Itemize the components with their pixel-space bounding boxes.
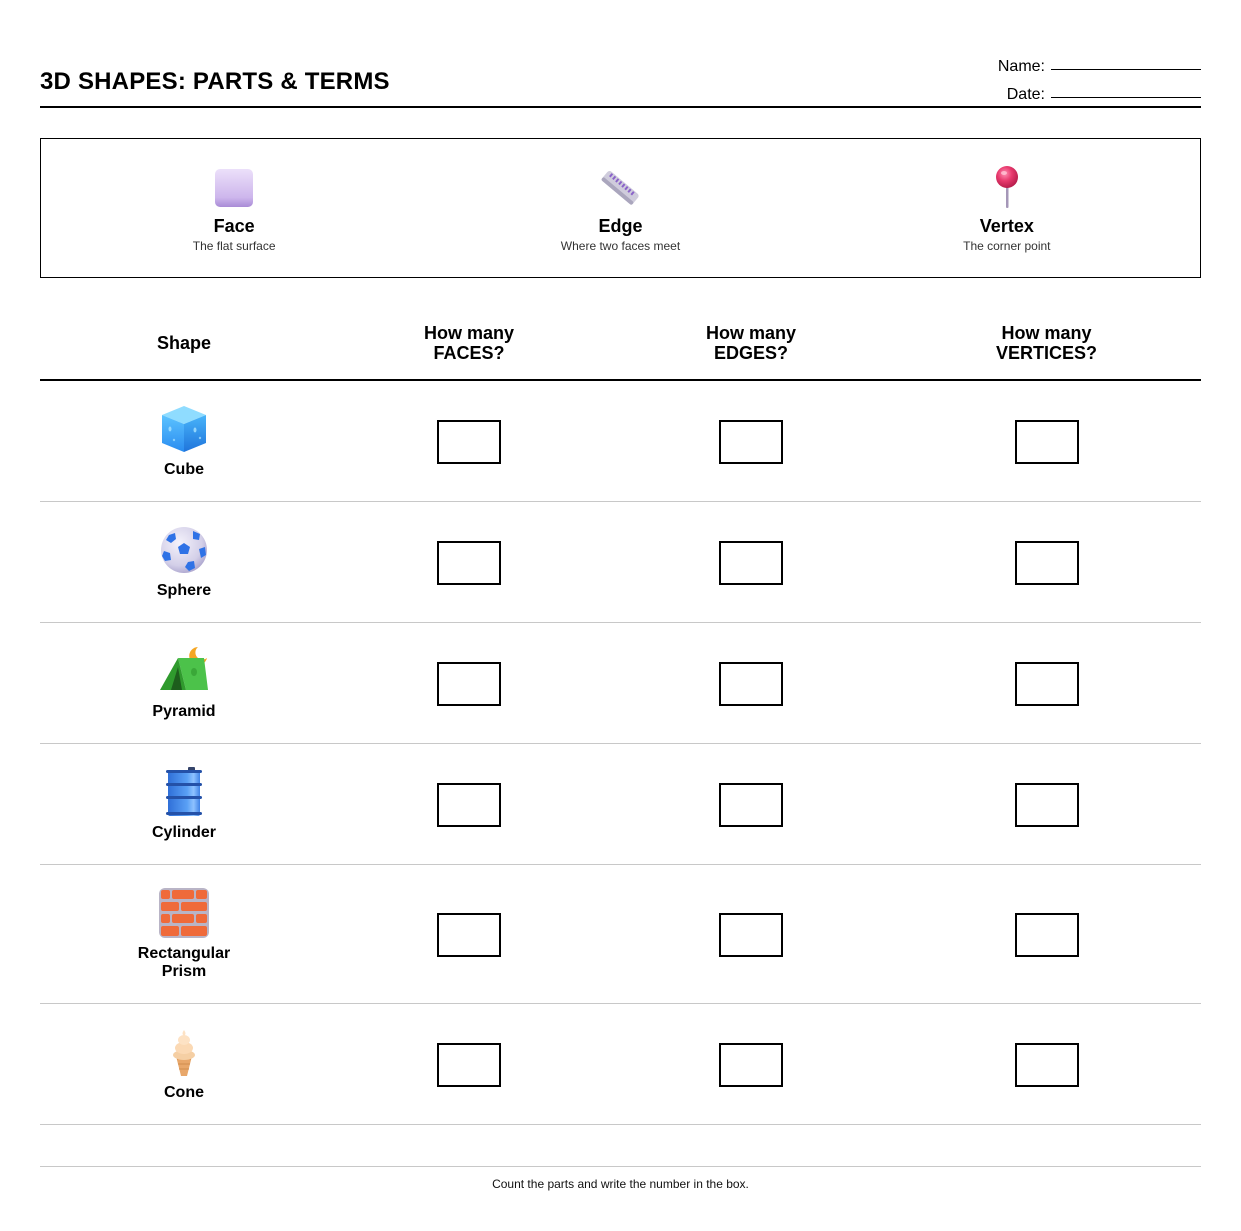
shape-cell xyxy=(40,645,328,721)
faces-answer-box[interactable] xyxy=(437,420,501,464)
vertices-cell xyxy=(892,1041,1201,1087)
header-vertices xyxy=(892,323,1201,363)
edges-cell xyxy=(610,418,892,464)
vertices-answer-box[interactable] xyxy=(1015,913,1079,957)
vertices-answer-box[interactable] xyxy=(1015,662,1079,706)
header-faces xyxy=(328,323,610,363)
definition-edge xyxy=(427,139,813,277)
table-row xyxy=(40,1004,1201,1125)
vertices-answer-box[interactable] xyxy=(1015,420,1079,464)
edges-cell xyxy=(610,911,892,957)
faces-answer-box[interactable] xyxy=(437,1043,501,1087)
header-faces-line2: FACES? xyxy=(433,342,505,363)
vertices-cell xyxy=(892,660,1201,706)
vertices-cell xyxy=(892,911,1201,957)
shape-name-line2: Prism xyxy=(161,963,207,980)
name-field xyxy=(991,48,1201,76)
header-shape: Shape xyxy=(156,332,212,353)
header-edges-line1: How many xyxy=(705,322,797,343)
faces-answer-box[interactable] xyxy=(437,541,501,585)
table-row xyxy=(40,865,1201,1004)
edges-answer-box[interactable] xyxy=(719,662,783,706)
shapes-table xyxy=(40,306,1201,1125)
student-info-fields xyxy=(991,48,1201,104)
faces-answer-box[interactable] xyxy=(437,662,501,706)
faces-cell xyxy=(328,539,610,585)
header-edges-line2: EDGES? xyxy=(713,342,788,363)
edges-cell xyxy=(610,1041,892,1087)
shape-name xyxy=(138,945,230,981)
table-row xyxy=(40,623,1201,744)
name-input-line[interactable] xyxy=(1051,69,1201,70)
footer-instruction: Count the parts and write the number in the box. xyxy=(40,1166,1201,1191)
edges-answer-box[interactable] xyxy=(719,783,783,827)
table-header xyxy=(40,306,1201,381)
definition-description: The flat surface xyxy=(192,239,276,253)
vertices-answer-box[interactable] xyxy=(1015,541,1079,585)
edges-answer-box[interactable] xyxy=(719,913,783,957)
table-row xyxy=(40,502,1201,623)
faces-cell xyxy=(328,781,610,827)
vertices-cell xyxy=(892,418,1201,464)
shape-name: Cone xyxy=(164,1084,204,1101)
edges-answer-box[interactable] xyxy=(719,420,783,464)
shape-name-line1: Rectangular xyxy=(137,945,231,962)
vertices-cell xyxy=(892,781,1201,827)
shape-name: Sphere xyxy=(156,582,212,599)
ruler-icon xyxy=(598,166,642,210)
shape-name: Pyramid xyxy=(152,703,216,720)
definition-vertex xyxy=(814,139,1200,277)
shape-cell xyxy=(40,766,328,842)
header-edges xyxy=(610,323,892,363)
shape-cell xyxy=(40,887,328,981)
vertices-answer-box[interactable] xyxy=(1015,783,1079,827)
edges-cell xyxy=(610,660,892,706)
date-input-line[interactable] xyxy=(1051,97,1201,98)
definition-term: Edge xyxy=(598,216,643,236)
shape-name: Cylinder xyxy=(151,824,216,841)
worksheet-header xyxy=(40,40,1201,108)
table-row xyxy=(40,744,1201,865)
edges-answer-box[interactable] xyxy=(719,541,783,585)
definition-term: Face xyxy=(213,216,255,236)
faces-cell xyxy=(328,418,610,464)
ice-cube-icon xyxy=(158,403,210,455)
page-title: 3D SHAPES: PARTS & TERMS xyxy=(40,68,390,95)
definition-description: The corner point xyxy=(963,239,1051,253)
shape-cell xyxy=(40,524,328,600)
edges-cell xyxy=(610,539,892,585)
faces-answer-box[interactable] xyxy=(437,913,501,957)
definition-face xyxy=(41,139,427,277)
shape-cell xyxy=(40,1026,328,1102)
pushpin-icon xyxy=(985,166,1029,210)
purple-square-icon xyxy=(212,166,256,210)
name-label: Name: xyxy=(997,58,1045,75)
soccer-ball-icon xyxy=(158,524,210,576)
shape-cell xyxy=(40,403,328,479)
oil-drum-icon xyxy=(158,766,210,818)
brick-icon xyxy=(158,887,210,939)
faces-cell xyxy=(328,660,610,706)
date-field xyxy=(991,76,1201,104)
definition-description: Where two faces meet xyxy=(560,239,681,253)
date-label: Date: xyxy=(1006,86,1045,103)
faces-answer-box[interactable] xyxy=(437,783,501,827)
vertices-answer-box[interactable] xyxy=(1015,1043,1079,1087)
vertices-cell xyxy=(892,539,1201,585)
edges-answer-box[interactable] xyxy=(719,1043,783,1087)
faces-cell xyxy=(328,911,610,957)
definition-term: Vertex xyxy=(979,216,1034,236)
header-vertices-line1: How many xyxy=(1001,322,1092,343)
header-faces-line1: How many xyxy=(423,322,515,343)
table-row xyxy=(40,381,1201,502)
definitions-box xyxy=(40,138,1201,278)
edges-cell xyxy=(610,781,892,827)
ice-cream-cone-icon xyxy=(158,1026,210,1078)
header-vertices-line2: VERTICES? xyxy=(995,342,1097,363)
shape-name: Cube xyxy=(164,461,204,478)
tent-icon xyxy=(158,645,210,697)
faces-cell xyxy=(328,1041,610,1087)
